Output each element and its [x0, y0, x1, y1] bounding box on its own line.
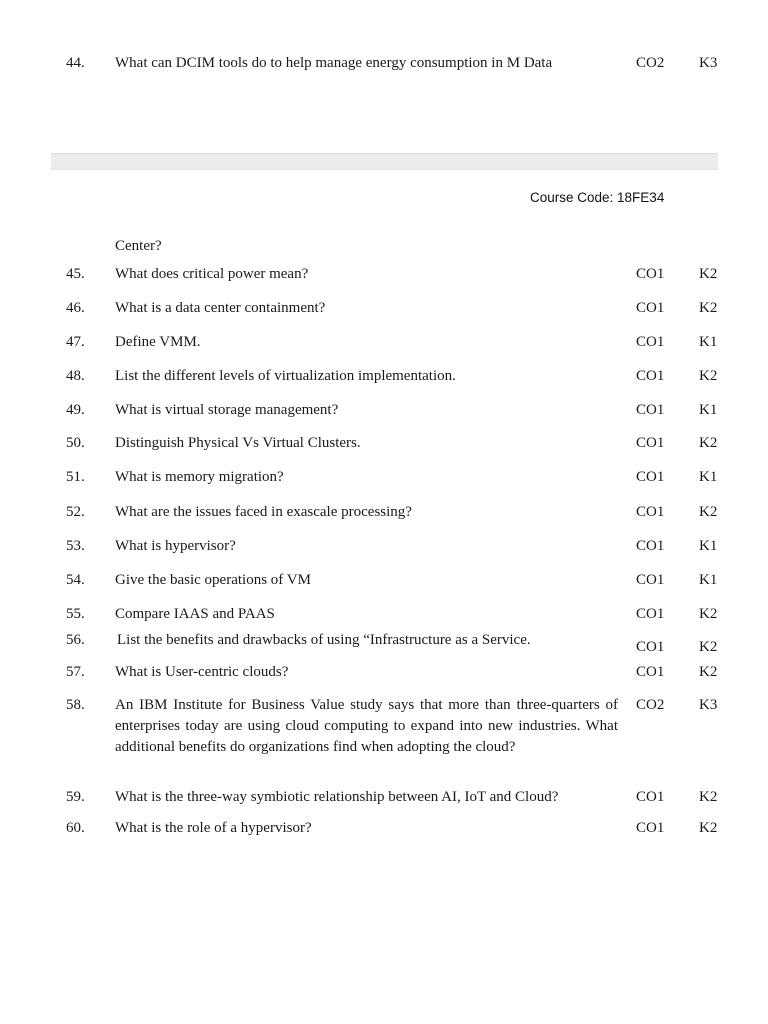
question-text: What are the issues faced in exascale processing? [115, 504, 412, 520]
knowledge-level: K2 [699, 639, 718, 655]
question-text: What is hypervisor? [115, 538, 236, 554]
question-number: 52. [66, 504, 85, 520]
knowledge-level: K2 [699, 504, 718, 520]
knowledge-level: K2 [699, 820, 718, 836]
question-text: What is the three-way symbiotic relationship between AI, IoT and Cloud? [115, 789, 559, 805]
course-outcome: CO1 [636, 469, 665, 485]
question-text: What is the role of a hypervisor? [115, 820, 312, 836]
question-number: 56. [66, 632, 85, 648]
question-number: 48. [66, 368, 85, 384]
question-text: Center? [115, 238, 162, 254]
course-outcome: CO1 [636, 435, 665, 451]
question-number: 46. [66, 300, 85, 316]
knowledge-level: K2 [699, 300, 718, 316]
question-text: Define VMM. [115, 334, 201, 350]
question-text: Give the basic operations of VM [115, 572, 311, 588]
knowledge-level: K2 [699, 435, 718, 451]
question-number: 47. [66, 334, 85, 350]
knowledge-level: K1 [699, 538, 718, 554]
knowledge-level: K2 [699, 368, 718, 384]
course-code-header: Course Code: 18FE34 [530, 190, 665, 205]
question-text: What does critical power mean? [115, 266, 309, 282]
question-text: Compare IAAS and PAAS [115, 606, 275, 622]
question-text: What is memory migration? [115, 469, 284, 485]
question-text: An IBM Institute for Business Value study says that more than three-quarters of enterprises today are using cloud computing to expand into new industries. What additional benefits do organizations find when adopting the cloud? [115, 697, 618, 755]
question-text: Distinguish Physical Vs Virtual Clusters. [115, 435, 361, 451]
question-number: 59. [66, 789, 85, 805]
question-number: 50. [66, 435, 85, 451]
question-number: 45. [66, 266, 85, 282]
course-outcome: CO1 [636, 664, 665, 680]
course-outcome: CO1 [636, 266, 665, 282]
question-text: What is a data center containment? [115, 300, 326, 316]
question-number: 55. [66, 606, 85, 622]
course-outcome: CO1 [636, 820, 665, 836]
knowledge-level: K1 [699, 469, 718, 485]
course-outcome: CO1 [636, 538, 665, 554]
course-outcome: CO1 [636, 402, 665, 418]
knowledge-level: K3 [699, 697, 718, 713]
knowledge-level: K1 [699, 334, 718, 350]
question-number: 54. [66, 572, 85, 588]
course-outcome: CO1 [636, 789, 665, 805]
question-text: List the different levels of virtualization implementation. [115, 368, 456, 384]
question-text: List the benefits and drawbacks of using “Infrastructure as a Service. [117, 632, 531, 648]
course-outcome: CO1 [636, 639, 665, 655]
course-outcome: CO2 [636, 55, 665, 71]
question-number: 53. [66, 538, 85, 554]
course-outcome: CO1 [636, 504, 665, 520]
knowledge-level: K2 [699, 606, 718, 622]
knowledge-level: K2 [699, 266, 718, 282]
question-number: 58. [66, 697, 85, 713]
question-text: What is User-centric clouds? [115, 664, 289, 680]
course-outcome: CO1 [636, 572, 665, 588]
course-outcome: CO1 [636, 334, 665, 350]
course-outcome: CO2 [636, 697, 665, 713]
question-number: 60. [66, 820, 85, 836]
question-number: 51. [66, 469, 85, 485]
knowledge-level: K2 [699, 789, 718, 805]
question-text: What can DCIM tools do to help manage energy consumption in M Data [115, 55, 553, 71]
knowledge-level: K3 [699, 55, 718, 71]
question-number: 44. [66, 55, 85, 71]
course-outcome: CO1 [636, 368, 665, 384]
knowledge-level: K1 [699, 402, 718, 418]
question-text: What is virtual storage management? [115, 402, 339, 418]
question-number: 57. [66, 664, 85, 680]
course-outcome: CO1 [636, 300, 665, 316]
knowledge-level: K2 [699, 664, 718, 680]
page-break [51, 153, 718, 170]
course-outcome: CO1 [636, 606, 665, 622]
knowledge-level: K1 [699, 572, 718, 588]
question-number: 49. [66, 402, 85, 418]
